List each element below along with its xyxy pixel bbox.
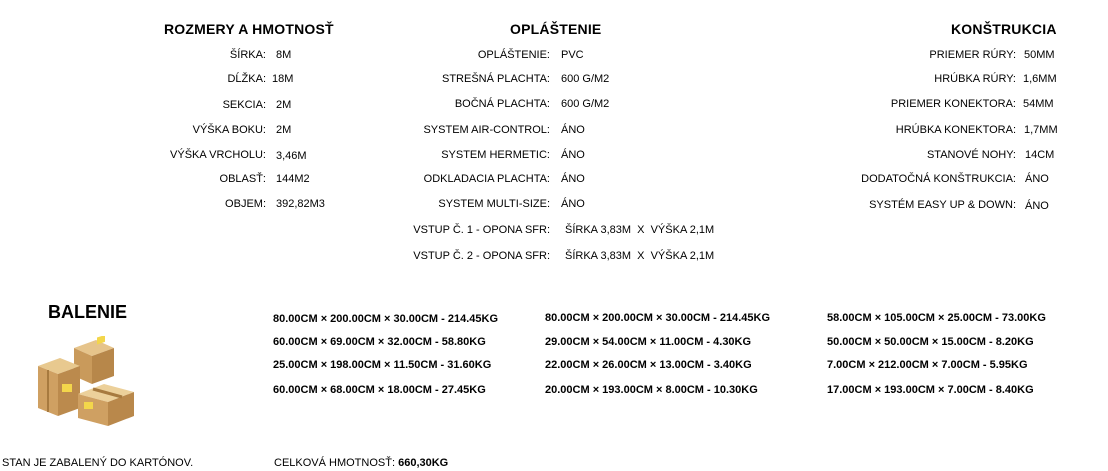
spec-value: 1,6MM — [1023, 73, 1057, 85]
spec-value: 54MM — [1023, 98, 1054, 110]
spec-label: DĹŽKA: — [227, 73, 266, 85]
spec-row — [0, 223, 550, 237]
spec-value: ÁNO — [561, 124, 585, 136]
spec-row — [0, 172, 1016, 186]
spec-row — [0, 72, 1016, 86]
spec-label: PRIEMER KONEKTORA: — [890, 98, 1016, 110]
package-item: 7.00CM × 212.00CM × 7.00CM - 5.95KG — [827, 359, 1028, 371]
package-item: 50.00CM × 50.00CM × 15.00CM - 8.20KG — [827, 336, 1034, 348]
spec-value: ÁNO — [561, 198, 585, 210]
spec-label: BOČNÁ PLACHTA: — [454, 98, 550, 110]
spec-label: HRÚBKA RÚRY: — [934, 73, 1016, 85]
spec-value: 1,7MM — [1024, 124, 1058, 136]
spec-row — [0, 198, 1016, 212]
spec-label: OPLÁŠTENIE: — [477, 49, 550, 61]
spec-label: VÝŠKA BOKU: — [192, 124, 266, 136]
spec-label: ŠÍRKA: — [229, 49, 266, 61]
spec-label: STREŠNÁ PLACHTA: — [442, 73, 550, 85]
total-weight-label: CELKOVÁ HMOTNOSŤ: — [274, 457, 396, 469]
spec-value: 144M2 — [276, 173, 310, 185]
spec-label: STANOVÉ NOHY: — [926, 149, 1016, 161]
spec-value: 2M — [276, 99, 292, 111]
spec-value: 3,46M — [276, 150, 307, 162]
spec-row — [0, 148, 1016, 162]
packed-note: STAN JE ZABALENÝ DO KARTÓNOV. — [2, 457, 194, 469]
spec-row — [0, 97, 1016, 111]
balenie-title: BALENIE — [48, 302, 128, 322]
spec-value: 14CM — [1025, 149, 1055, 161]
spec-value: ÁNO — [561, 173, 585, 185]
spec-label: VSTUP Č. 1 - OPONA SFR: — [413, 224, 550, 236]
package-item: 80.00CM × 200.00CM × 30.00CM - 214.45KG — [273, 313, 499, 325]
spec-value: 8M — [276, 49, 292, 61]
cardboard-boxes-icon — [34, 336, 146, 428]
spec-value: 600 G/M2 — [561, 98, 610, 110]
rozmery-title: ROZMERY A HMOTNOSŤ — [164, 21, 334, 37]
package-item: 60.00CM × 69.00CM × 32.00CM - 58.80KG — [273, 336, 486, 348]
package-item: 80.00CM × 200.00CM × 30.00CM - 214.45KG — [545, 312, 771, 324]
spec-label: OBLASŤ: — [219, 173, 266, 185]
spec-label: SYSTÉM EASY UP & DOWN: — [869, 199, 1016, 211]
spec-value: ŠÍRKA 3,83M X VÝŠKA 2,1M — [565, 224, 715, 236]
total-weight-value: 660,30KG — [398, 457, 449, 469]
package-item: 58.00CM × 105.00CM × 25.00CM - 73.00KG — [827, 312, 1046, 324]
package-item: 60.00CM × 68.00CM × 18.00CM - 27.45KG — [273, 384, 486, 396]
spec-value: 600 G/M2 — [561, 73, 610, 85]
spec-value: PVC — [561, 49, 584, 61]
package-item: 29.00CM × 54.00CM × 11.00CM - 4.30KG — [545, 336, 752, 348]
spec-label: HRÚBKA KONEKTORA: — [895, 124, 1016, 136]
total-weight — [274, 457, 448, 469]
spec-value: ÁNO — [561, 149, 585, 161]
spec-label: SYSTEM AIR-CONTROL: — [423, 124, 550, 136]
spec-value: ÁNO — [1025, 173, 1049, 185]
spec-label: ODKLADACIA PLACHTA: — [423, 173, 550, 185]
package-item: 20.00CM × 193.00CM × 8.00CM - 10.30KG — [545, 384, 758, 396]
spec-label: PRIEMER RÚRY: — [929, 49, 1016, 61]
spec-value: 2M — [276, 124, 292, 136]
spec-value: ŠÍRKA 3,83M X VÝŠKA 2,1M — [565, 250, 715, 262]
package-item: 22.00CM × 26.00CM × 13.00CM - 3.40KG — [545, 359, 752, 371]
spec-row — [0, 123, 1016, 137]
spec-row — [0, 249, 550, 263]
package-item: 17.00CM × 193.00CM × 7.00CM - 8.40KG — [827, 384, 1034, 396]
spec-label: SYSTEM HERMETIC: — [441, 149, 550, 161]
spec-label: VSTUP Č. 2 - OPONA SFR: — [413, 250, 550, 262]
spec-label: DODATOČNÁ KONŠTRUKCIA: — [861, 173, 1016, 185]
spec-label: SEKCIA: — [222, 99, 266, 111]
spec-row — [0, 48, 1016, 62]
package-item: 25.00CM × 198.00CM × 11.50CM - 31.60KG — [273, 359, 492, 371]
oplastenie-title: OPLÁŠTENIE — [510, 21, 602, 37]
spec-label: OBJEM: — [225, 198, 266, 210]
spec-value: 50MM — [1024, 49, 1055, 61]
konstrukcia-title: KONŠTRUKCIA — [951, 21, 1057, 37]
spec-label: SYSTEM MULTI-SIZE: — [438, 198, 550, 210]
spec-value: ÁNO — [1025, 200, 1049, 212]
spec-value: 392,82M3 — [276, 198, 325, 210]
spec-value: 18M — [272, 73, 294, 85]
spec-label: VÝŠKA VRCHOLU: — [170, 149, 266, 161]
